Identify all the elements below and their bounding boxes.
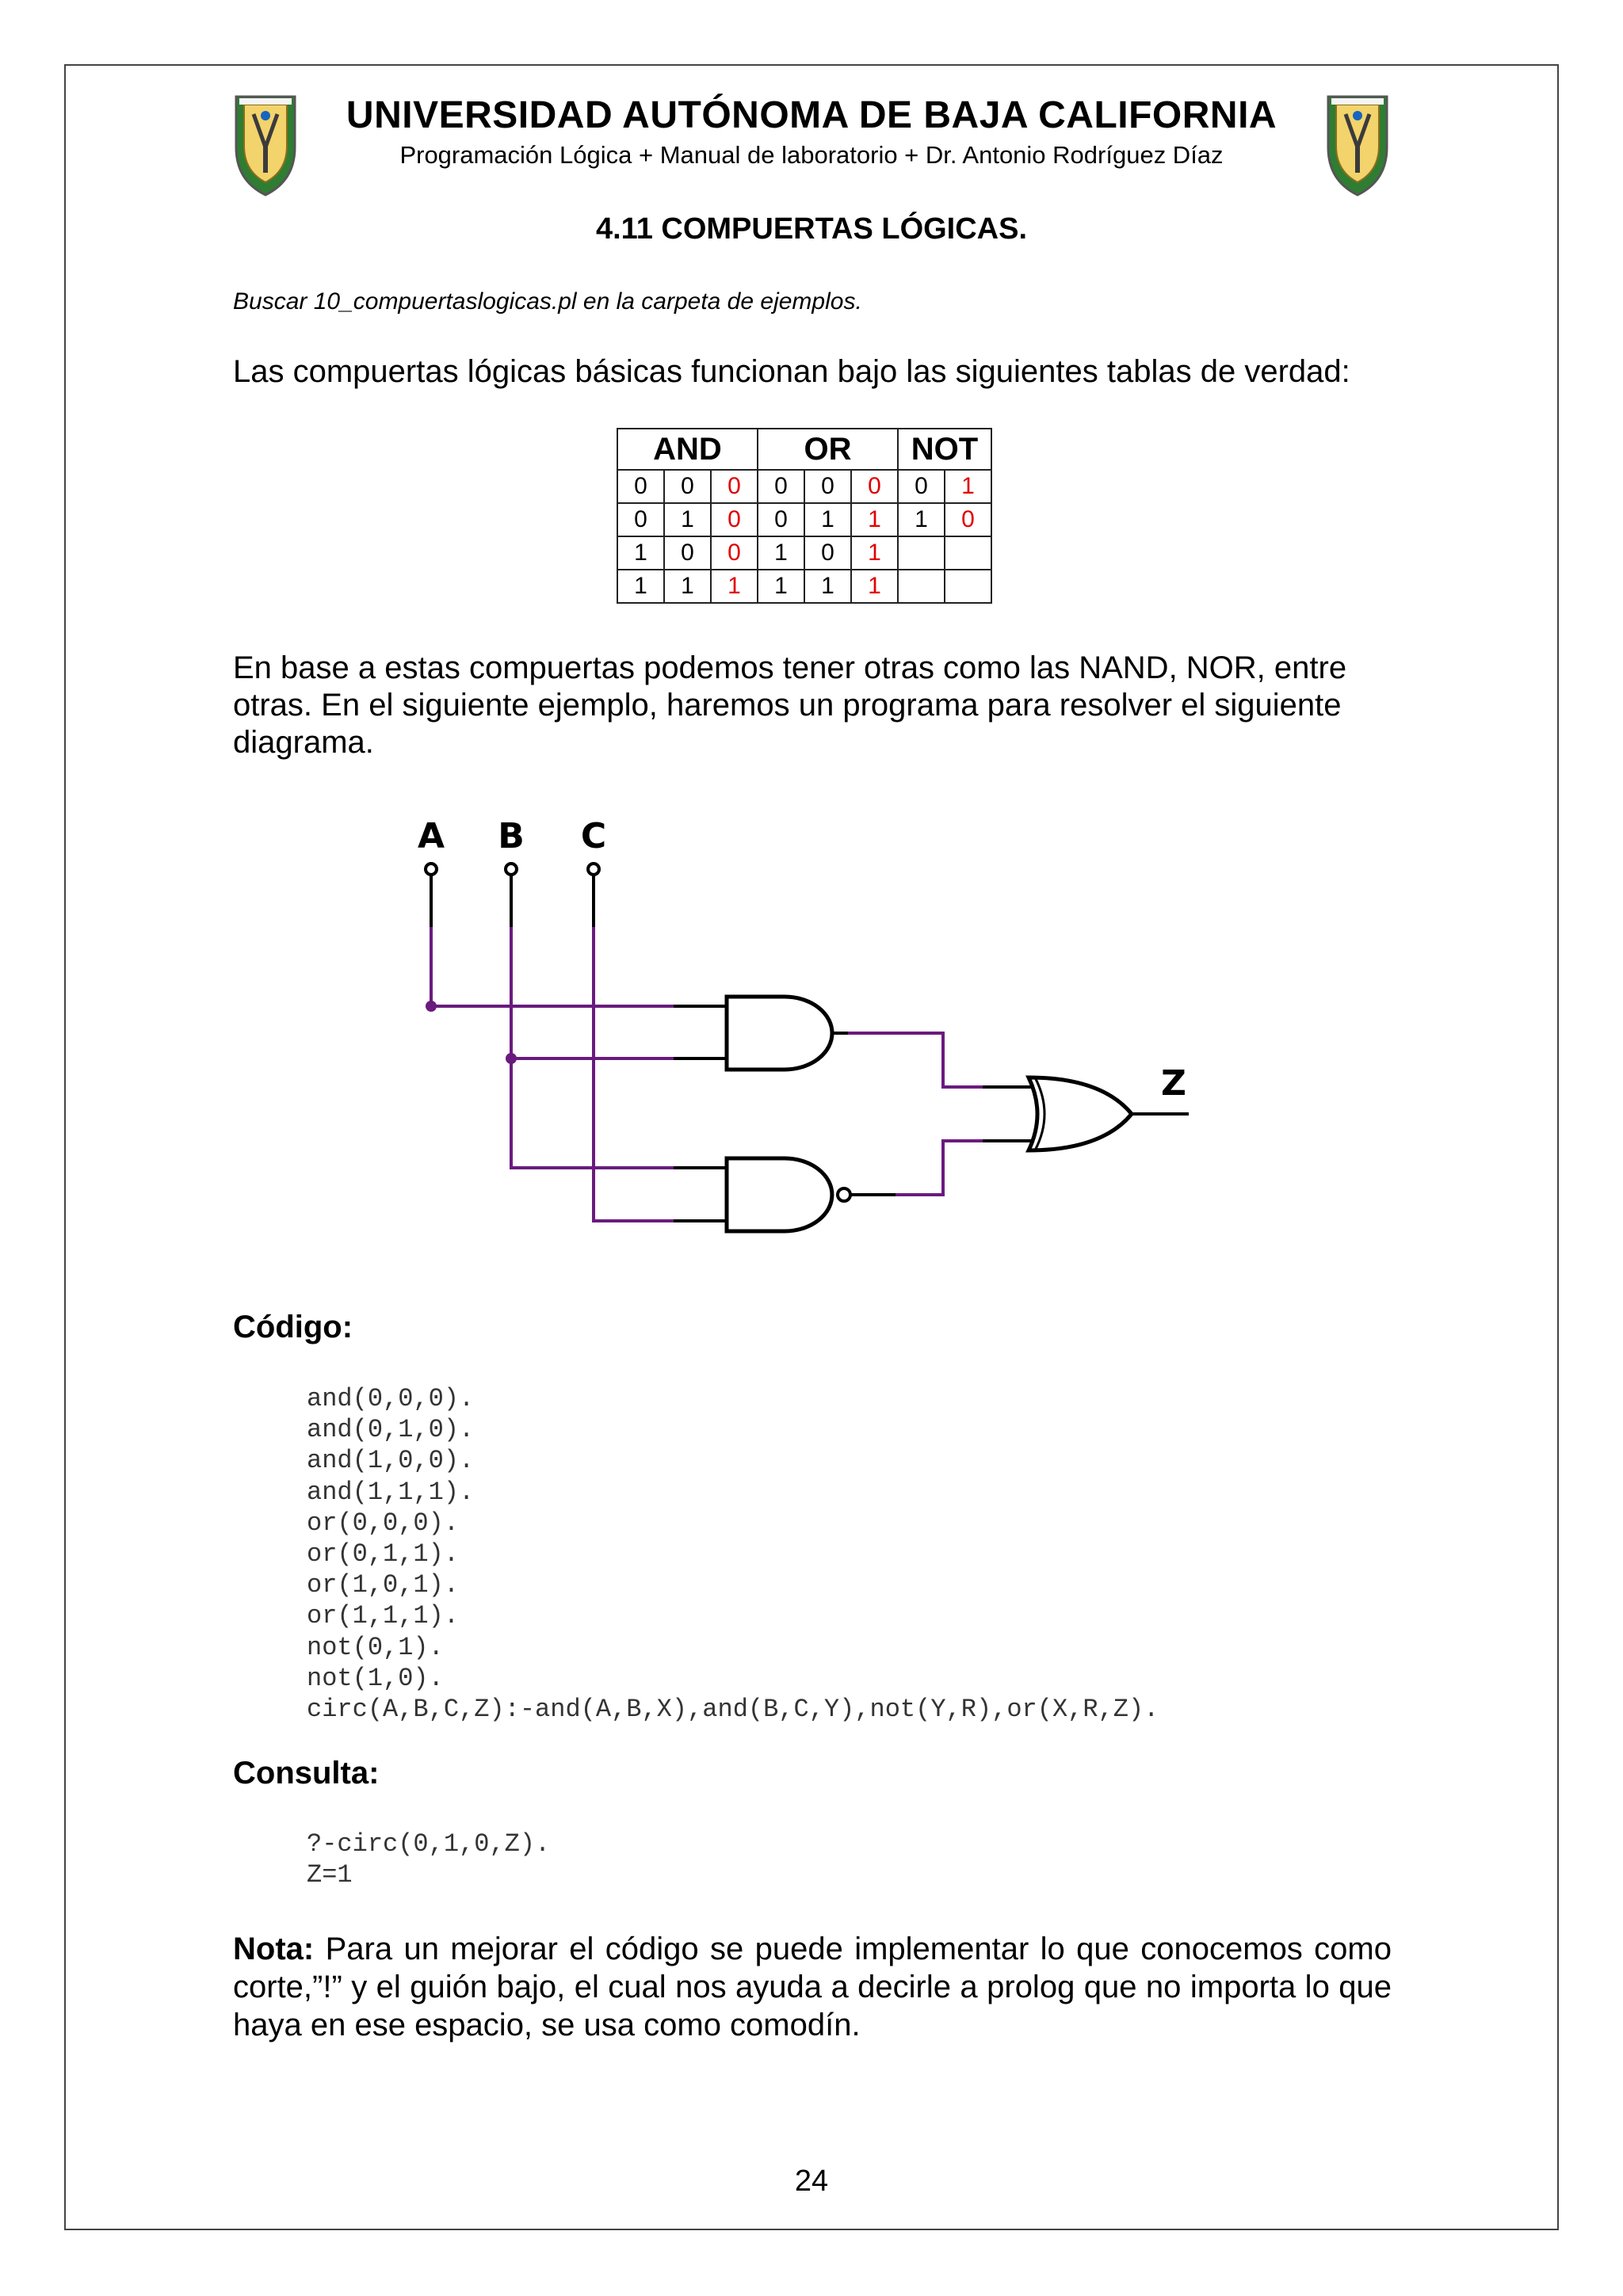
input-terminal-b (506, 864, 517, 875)
code-line: and(0,0,0). (307, 1384, 475, 1413)
second-paragraph: En base a estas compuertas podemos tener otras como las NAND, NOR, entre otras. En el siguiente ejemplo, haremos un programa para resolver el siguiente diagrama. (233, 650, 1347, 760)
truth-cell: 0 (804, 536, 851, 570)
truth-cell: 1 (664, 503, 711, 536)
truth-cell-result: 0 (711, 536, 758, 570)
truth-cell-result: 0 (711, 503, 758, 536)
truth-cell-result: 0 (945, 503, 991, 536)
wire-and-to-or (848, 1033, 983, 1087)
truth-cell-result: 0 (711, 470, 758, 503)
nand-gate (727, 1158, 832, 1231)
truth-cell: 0 (617, 470, 664, 503)
truth-cell-result: 1 (851, 503, 898, 536)
page-number: 24 (794, 2164, 829, 2198)
code-line: and(1,1,1). (307, 1477, 475, 1507)
header-title: UNIVERSIDAD AUTÓNOMA DE BAJA CALIFORNIA (346, 94, 1277, 136)
query-line: ?-circ(0,1,0,Z). (307, 1829, 551, 1859)
truth-cell: 1 (758, 570, 804, 603)
code-line: and(0,1,0). (307, 1415, 475, 1445)
truth-cell: 1 (664, 570, 711, 603)
truth-cell-result: 1 (711, 570, 758, 603)
section-title: 4.11 COMPUERTAS LÓGICAS. (595, 212, 1028, 246)
truth-cell-result: 1 (851, 570, 898, 603)
code-line: or(1,1,1). (307, 1601, 460, 1631)
truth-cell: 1 (617, 536, 664, 570)
code-line: or(0,0,0). (307, 1508, 460, 1538)
output-label-z: Z (1161, 1063, 1186, 1104)
code-line: or(1,0,1). (307, 1570, 460, 1600)
wire-c (594, 927, 674, 1221)
truth-table-header-and: AND (617, 429, 758, 470)
input-label-b: B (498, 816, 525, 856)
truth-cell-result: 0 (851, 470, 898, 503)
input-label-c: C (580, 816, 607, 856)
nota-label: Nota: (233, 1932, 315, 1966)
truth-cell: 0 (898, 470, 945, 503)
truth-cell: 1 (804, 570, 851, 603)
query-result-line: Z=1 (307, 1860, 353, 1890)
code-line: not(0,1). (307, 1632, 444, 1662)
intro-paragraph: Las compuertas lógicas básicas funcionan bajo las siguientes tablas de verdad: (233, 354, 1350, 389)
nota-text: Para un mejorar el código se puede implementar lo que conocemos como corte,”!” y el guión bajo, el cual nos ayuda a decirle a prolog que no importa lo que haya en ese espacio, se usa como comodín. (233, 1932, 1392, 2042)
junction-dot-b (506, 1053, 517, 1064)
truth-cell: 1 (617, 570, 664, 603)
truth-cell-result: 1 (851, 536, 898, 570)
truth-table-header-not: NOT (898, 429, 991, 470)
code-line: and(1,0,0). (307, 1446, 475, 1476)
header-subtitle: Programación Lógica + Manual de laboratorio + Dr. Antonio Rodríguez Díaz (399, 141, 1224, 169)
truth-cell: 0 (758, 470, 804, 503)
prolog-query-block (307, 1829, 550, 1890)
truth-cell: 0 (664, 536, 711, 570)
truth-cell: 0 (617, 503, 664, 536)
junction-dot-a (426, 1001, 437, 1012)
truth-table-header-or: OR (758, 429, 898, 470)
prolog-code-block (307, 1383, 1159, 1725)
code-line: not(1,0). (307, 1663, 444, 1693)
truth-cell: 0 (664, 470, 711, 503)
input-label-a: A (417, 816, 445, 856)
truth-cell: 0 (758, 503, 804, 536)
nand-inversion-bubble (838, 1188, 850, 1201)
and-gate (727, 997, 832, 1070)
code-label: Código: (233, 1310, 353, 1344)
query-label: Consulta: (233, 1756, 380, 1791)
truth-cell: 1 (898, 503, 945, 536)
input-terminal-c (588, 864, 599, 875)
truth-cell: 0 (804, 470, 851, 503)
truth-cell: 1 (758, 536, 804, 570)
example-note: Buscar 10_compuertaslogicas.pl en la carpeta de ejemplos. (233, 288, 862, 315)
code-line: or(0,1,1). (307, 1539, 460, 1569)
wire-nand-to-or (896, 1141, 983, 1195)
truth-cell-result: 1 (945, 470, 991, 503)
code-line: circ(A,B,C,Z):-and(A,B,X),and(B,C,Y),not(Y,R),or(X,R,Z). (307, 1695, 1159, 1725)
truth-cell: 1 (804, 503, 851, 536)
wire-a (431, 927, 674, 1006)
input-terminal-a (426, 864, 437, 875)
nota-paragraph (233, 1930, 1392, 2044)
